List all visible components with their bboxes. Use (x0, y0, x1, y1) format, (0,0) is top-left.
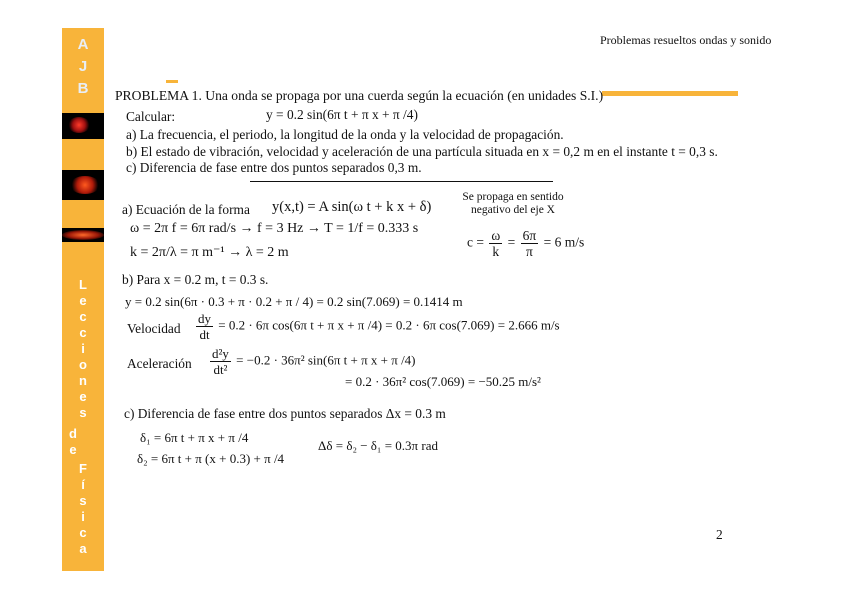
sidebar-thumbnail-2 (62, 170, 104, 200)
separator-rule (250, 181, 553, 182)
sidebar-side-letter: a (79, 541, 87, 556)
speed-formula (467, 228, 584, 259)
sidebar-thumbnail-1 (62, 113, 104, 139)
sidebar-side-letter: í (81, 477, 85, 492)
acceleration-label: Aceleración (127, 356, 192, 371)
speed-lhs: c = (467, 234, 484, 250)
velocity-formula (194, 311, 560, 342)
part-b-label: b) Para x = 0.2 m, t = 0.3 s. (122, 272, 269, 287)
question-c: c) Diferencia de fase entre dos puntos separados 0,3 m. (126, 160, 422, 175)
direction-note-line-2: negativo del eje X (471, 204, 555, 216)
speed-f1-num: ω (491, 228, 501, 243)
velocity-label: Velocidad (127, 321, 181, 336)
sidebar-side-letter: e (69, 442, 77, 457)
acceleration-num: d²y (212, 346, 229, 361)
phase-difference: Δδ = δ₂ − δ₁ = 0.3π rad (318, 438, 438, 453)
question-a: a) La frecuencia, el periodo, la longitud de la onda y la velocidad de propagación. (126, 127, 564, 142)
part-a-label: a) Ecuación de la forma (122, 202, 250, 217)
sidebar-side-letter: i (81, 509, 85, 524)
omega-relation: ω = 2π f = 6π rad/s → f = 3 Hz → T = 1/f = 0.333 s (130, 221, 419, 236)
sidebar-side-letter: s (79, 405, 87, 420)
sidebar-letter-b: B (77, 80, 89, 97)
acceleration-formula (208, 346, 416, 377)
phase-delta-1: δ₁ = 6π t + π x + π /4 (140, 430, 249, 445)
sidebar-side-letter: e (79, 389, 87, 404)
wave-equation: y = 0.2 sin(6π t + π x + π /4) (266, 107, 418, 122)
velocity-den: dt (199, 327, 210, 342)
acceleration-expr-2: = 0.2 · 36π² cos(7.069) = −50.25 m/s² (345, 374, 541, 389)
acceleration-den: dt² (213, 362, 228, 377)
velocity-expr: = 0.2 · 6π cos(6π t + π x + π /4) = 0.2 · 6π cos(7.069) = 2.666 m/s (218, 317, 560, 333)
sidebar-letter-a: A (77, 36, 89, 53)
part-a-form: y(x,t) = A sin(ω t + k x + δ) (272, 199, 432, 215)
direction-note (453, 191, 573, 217)
part-c-label: c) Diferencia de fase entre dos puntos separados Δx = 0.3 m (124, 406, 446, 421)
sidebar-side-letter: c (79, 309, 87, 324)
sidebar-side-letter: o (79, 357, 87, 372)
accent-bar (602, 91, 738, 96)
direction-note-line-1: Se propaga en sentido (462, 191, 564, 203)
acceleration-derivative (210, 346, 231, 377)
sidebar-side-letter: F (79, 461, 87, 476)
speed-fraction-1 (489, 228, 502, 259)
sidebar-side-letter: c (79, 325, 87, 340)
sidebar-side-letter: e (79, 293, 87, 308)
sidebar-thumbnail-3 (62, 228, 104, 242)
speed-eq: = (507, 234, 516, 250)
sidebar-side-letter: s (79, 493, 87, 508)
sidebar-letter-j: J (78, 58, 88, 75)
sidebar-side-letter: c (79, 525, 87, 540)
sidebar-side-letter: L (79, 277, 87, 292)
speed-f2-den: π (526, 244, 533, 259)
k-relation: k = 2π/λ = π m⁻¹ → λ = 2 m (130, 245, 289, 260)
accent-mark (166, 80, 178, 83)
page-number: 2 (716, 527, 723, 542)
velocity-derivative (196, 311, 213, 342)
speed-f1-den: k (492, 244, 500, 259)
sidebar-side-letter: d (69, 426, 77, 441)
speed-f2-num: 6π (522, 228, 537, 243)
calc-label: Calcular: (126, 109, 176, 124)
question-b: b) El estado de vibración, velocidad y aceleración de una partícula situada en x = 0,2 m en el instante t = 0,3 s. (126, 144, 718, 159)
speed-fraction-2 (521, 228, 539, 259)
speed-rhs: = 6 m/s (543, 234, 585, 250)
header-title: Problemas resueltos ondas y sonido (600, 33, 772, 47)
velocity-num: dy (198, 311, 211, 326)
acceleration-expr-1: = −0.2 · 36π² sin(6π t + π x + π /4) (236, 352, 416, 368)
sidebar-side-letter: n (79, 373, 87, 388)
displacement-calc: y = 0.2 sin(6π · 0.3 + π · 0.2 + π / 4) = 0.2 sin(7.069) = 0.1414 m (125, 294, 463, 309)
sidebar-side-letter: i (81, 341, 85, 356)
phase-delta-2: δ₂ = 6π t + π (x + 0.3) + π /4 (137, 451, 285, 466)
problem-heading: PROBLEMA 1. Una onda se propaga por una cuerda según la ecuación (en unidades S.I.) (115, 88, 604, 103)
